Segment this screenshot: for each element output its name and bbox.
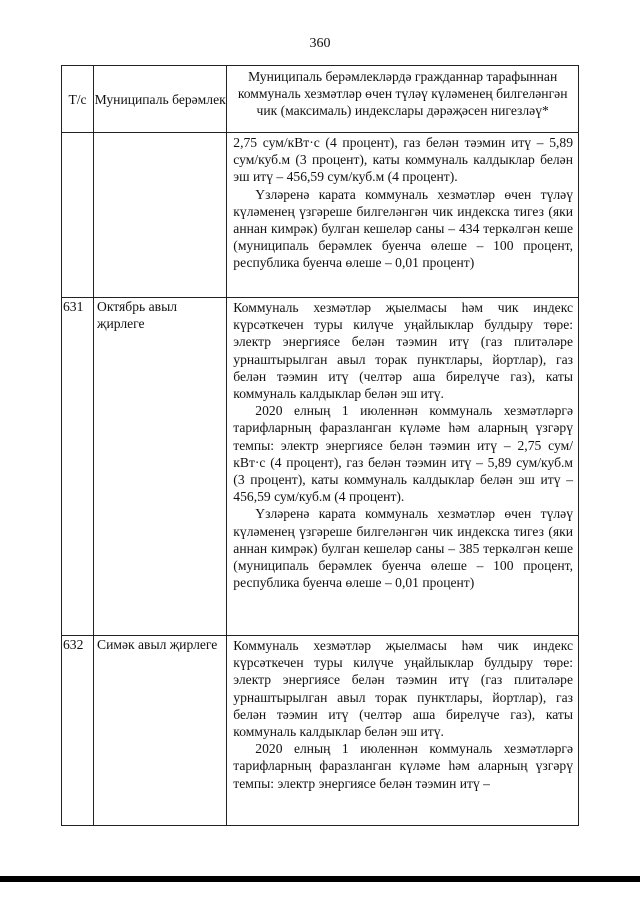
table-header-row — [62, 66, 579, 133]
description-paragraph: 2020 елның 1 июленнән коммуналь хезмәтләргә тарифларның фаразланган күләме һәм аларның үзгәрү темпы: электр энергиясе белән тәэмин итү – — [233, 741, 573, 791]
row-description — [227, 636, 579, 826]
description-paragraph: Үзләренә карата коммуналь хезмәтләр өчен түләү күләменең үзгәреше билгеләнгән чик индекска тигез (яки аннан кимрәк) булган кешеләр саны – 385 теркәлгән кеше (муниципаль берәмлек буенча өлеше – 100 процент, республика буенча өлеше – 0,01 процент) — [233, 506, 573, 591]
row-municipality: Симәк авыл җирлеге — [94, 636, 227, 826]
table-row — [62, 133, 579, 298]
row-municipality: Октябрь авыл җирлеге — [94, 298, 227, 636]
table-row — [62, 636, 579, 826]
header-municipality: Муниципаль берәмлек — [94, 66, 227, 133]
row-number: 632 — [62, 636, 94, 826]
row-number — [62, 133, 94, 298]
row-description — [227, 298, 579, 636]
description-paragraph: Коммуналь хезмәтләр җыелмасы һәм чик индекс күрсәткечен туры килүче уңайлыклар булдыру төре: электр энергиясе белән тәэмин итү (газ плитәләре урнаштырылган авыл торак пунктлары, йортлар), газ белән тәэмин итү (челтәр аша бирелүче газ), каты коммуналь калдыклар белән эш итү. — [233, 638, 573, 740]
description-paragraph: Үзләренә карата коммуналь хезмәтләр өчен түләү күләменең үзгәреше билгеләнгән чик индекска тигез (яки аннан кимрәк) булган кешеләр саны – 434 теркәлгән кеше (муниципаль берәмлек буенча өлеше – 100 процент, республика буенча өлеше – 0,01 процент) — [233, 186, 573, 271]
tariff-table — [61, 65, 579, 826]
row-number: 631 — [62, 298, 94, 636]
row-description — [227, 133, 579, 298]
row-municipality — [94, 133, 227, 298]
description-paragraph: 2,75 сум/кВт·с (4 процент), газ белән тәэмин итү – 5,89 сум/куб.м (3 процент), каты коммуналь калдыклар белән эш итү – 456,59 сум/куб.м (4 процент). — [233, 135, 573, 185]
header-description: Муниципаль берәмлекләрдә гражданнар тарафыннан коммуналь хезмәтләр өчен түләү күләменең билгеләнгән чик (максималь) индекслары дәрәҗәсен нигезләү* — [227, 66, 579, 133]
description-paragraph: 2020 елның 1 июленнән коммуналь хезмәтләргә тарифларның фаразланган күләме һәм аларның үзгәрү темпы: электр энергиясе белән тәэмин итү – 2,75 сум/кВт·с (4 процент), газ белән тәэмин итү – 5,89 сум/куб.м (3 процент), каты коммуналь калдыклар белән эш итү – 456,59 сум/куб.м (4 процент). — [233, 403, 573, 505]
header-number: Т/с — [62, 66, 94, 133]
table-row — [62, 298, 579, 636]
scan-edge-bar — [0, 876, 640, 882]
page-number: 360 — [309, 36, 331, 51]
description-paragraph: Коммуналь хезмәтләр җыелмасы һәм чик индекс күрсәткечен туры килүче уңайлыклар булдыру төре: электр энергиясе белән тәэмин итү (газ плитәләре урнаштырылган авыл торак пунктлары, йортлар), газ белән тәэмин итү (челтәр аша бирелүче газ), каты коммуналь калдыклар белән эш итү. — [233, 300, 573, 402]
